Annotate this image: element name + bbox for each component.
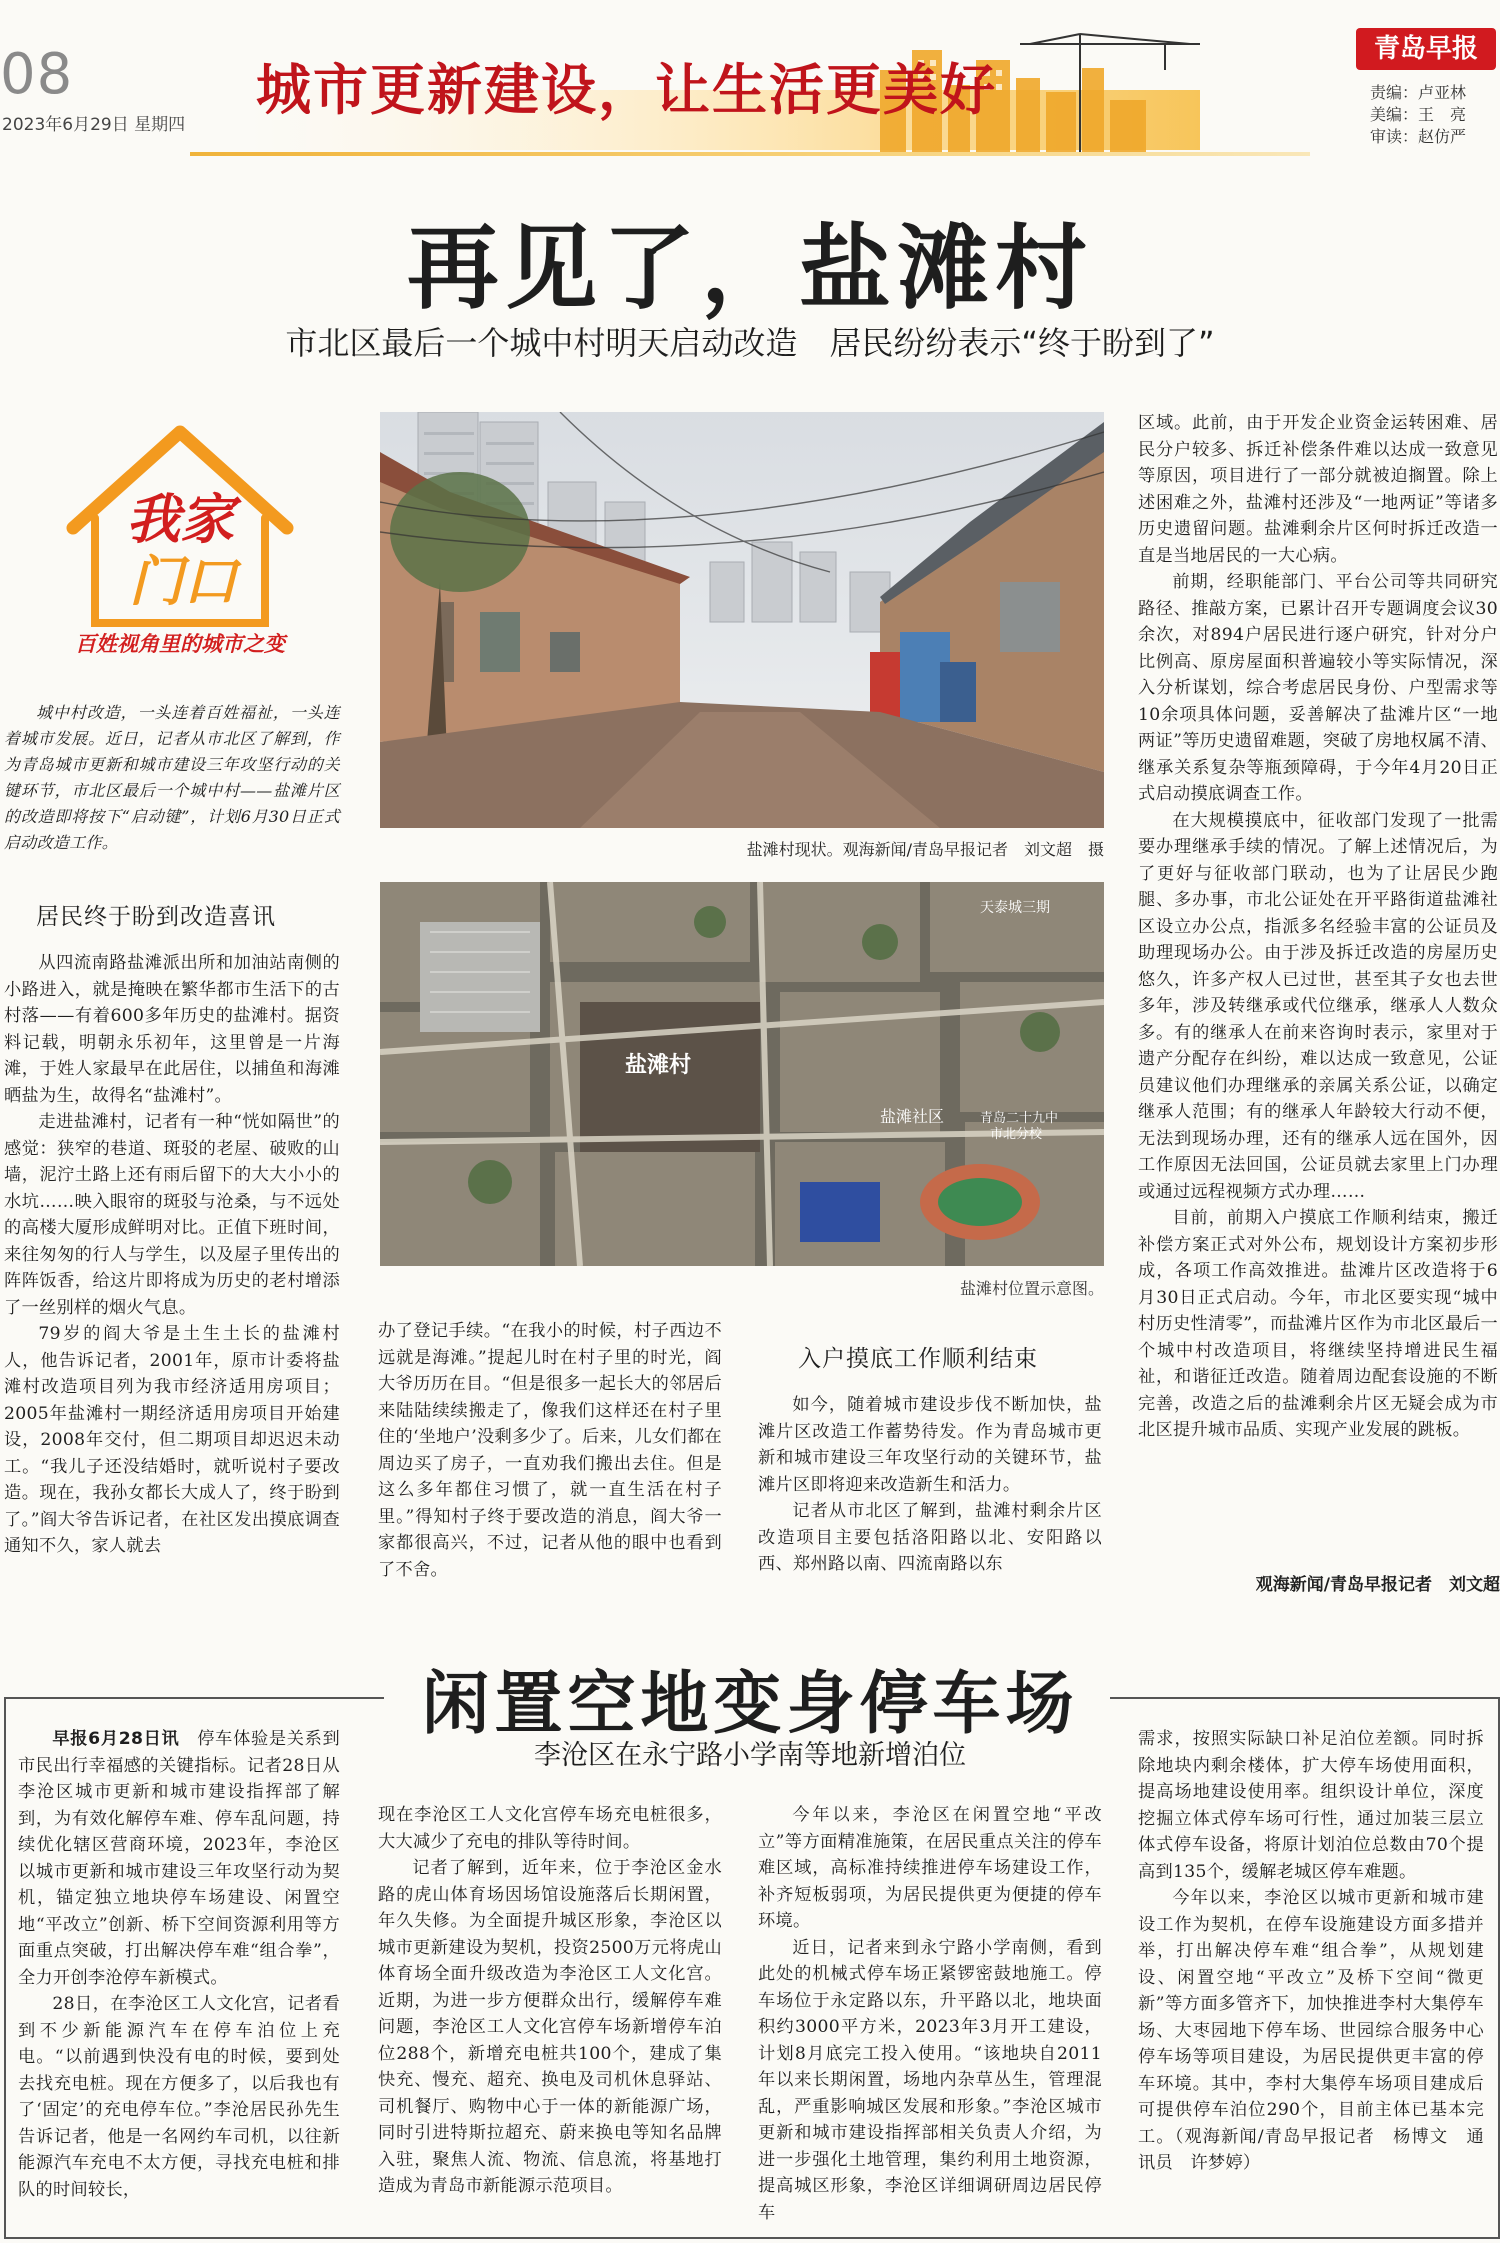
dateline: 早报6月28日讯 [52, 1729, 180, 1749]
paragraph: 区域。此前，由于开发企业资金运转困难、居民分户较多、拆迁补偿条件难以达成一致意见等原因，项目进行了一部分就被迫搁置。除上述困难之外，盐滩村还涉及“一地两证”等诸多历史遗留问题。盐滩剩余片区何时拆迁改造一直是当地居民的一大心病。 [1138, 413, 1498, 566]
paragraph: 记者从市北区了解到，盐滩村剩余片区改造项目主要包括洛阳路以北、安阳路以西、郑州路以南、四流南路以东 [758, 1501, 1102, 1574]
paragraph: 前期，经职能部门、平台公司等共同研究路径、推敲方案，已累计召开专题调度会议30余次，对894户居民进行逐户研究，针对分户比例高、原房屋面积普遍较小等实际情况，深入分析谋划，综合考虑居民身份、户型需求等10余项具体问题，妥善解决了盐滩片区“一地两证”等历史遗留难题，突破了房地权属不清、继承关系复杂等瓶颈障碍，于今年4月20日正式启动摸底调查工作。 [1138, 572, 1498, 804]
article2-subheadline: 李沧区在永宁路小学南等地新增泊位 [534, 1740, 966, 1771]
section2-title: 入户摸底工作顺利结束 [798, 1346, 1038, 1372]
article1-column-1 [4, 950, 340, 1560]
issue-date: 2023年6月29日 星期四 [2, 115, 186, 135]
staff-editor: 责编：卢亚林 [1370, 83, 1467, 102]
article1-column-2 [378, 1318, 722, 1583]
article1-column-4 [1138, 410, 1498, 1444]
section1-title: 居民终于盼到改造喜讯 [36, 904, 276, 930]
page-number: 08 [0, 42, 74, 107]
article1-column-3 [758, 1392, 1102, 1578]
map-label-village: 盐滩村 [625, 1053, 692, 1078]
paragraph: 今年以来，李沧区在闲置空地“平改立”等方面精准施策，在居民重点关注的停车难区域，高标准持续推进停车场建设工作，补齐短板弱项，为居民提供更为便捷的停车环境。 [758, 1805, 1102, 1931]
article2-column-2 [378, 1802, 722, 2200]
svg-text:我家: 我家 [126, 488, 234, 551]
staff-reviewer: 审读：赵仿严 [1370, 127, 1467, 146]
house-logo-icon [55, 418, 305, 638]
lead-paragraph: 城中村改造，一头连着百姓福祉，一头连着城市发展。近日，记者从市北区了解到，作为青岛城市更新和城市建设三年攻坚行动的关键环节，市北区最后一个城中村——盐滩片区的改造即将按下“启动键”，计划6月30日正式启动改造工作。 [4, 703, 340, 852]
article1-lead [4, 700, 340, 856]
paragraph: 走进盐滩村，记者有一种“恍如隔世”的感觉：狭窄的巷道、斑驳的老屋、破败的山墙，泥泞土路上还有雨后留下的大大小小的水坑……映入眼帘的斑驳与沧桑，与不远处的高楼大厦形成鲜明对比。正值下班时间，来往匆匆的行人与学生，以及屋子里传出的阵阵饭香，给这片即将成为历史的老村增添了一丝别样的烟火气息。 [4, 1112, 340, 1318]
article2-headline: 闲置空地变身停车场 [421, 1665, 1079, 1744]
paragraph: 今年以来，李沧区以城市更新和城市建设工作为契机，在停车设施建设方面多措并举，打出解决停车难“组合拳”，从规划建设、闲置空地“平改立”及桥下空间“微更新”等方面多管齐下，加快推进李村大集停车场、大枣园地下停车场、世园综合服务中心停车场等项目建设，为居民提供更丰富的停车环境。其中，李村大集停车场项目建成后可提供停车泊位290个，目前主体已基本完工。（观海新闻/青岛早报记者 杨博文 通讯员 许梦婷） [1138, 1888, 1484, 2173]
article1-headline: 再见了，盐滩村 [406, 215, 1093, 322]
article1-subheadline: 市北区最后一个城中村明天启动改造 居民纷纷表示“终于盼到了” [285, 324, 1215, 362]
paragraph: 28日，在李沧区工人文化宫，记者看到不少新能源汽车在停车泊位上充电。“以前遇到快没有电的时候，要到处去找充电桩。现在方便多了，以后我也有了‘固定’的充电停车位。”李沧居民孙先生告诉记者，他是一名网约车司机，以往新能源汽车充电不太方便，寻找充电桩和排队的时间较长， [18, 1994, 340, 2200]
article1-byline: 观海新闻/青岛早报记者 刘文超 [1255, 1575, 1500, 1595]
map-label-school-branch: 市北分校 [990, 1127, 1043, 1142]
map-label-school: 青岛二十九中 [980, 1111, 1059, 1126]
svg-text:门口: 门口 [129, 550, 237, 613]
photo2-caption: 盐滩村位置示意图。 [959, 1279, 1104, 1298]
paragraph: 近日，记者来到永宁路小学南侧，看到此处的机械式停车场正紧锣密鼓地施工。停车场位于永定路以东，升平路以北，地块面积约3000平方米，2023年3月开工建设，计划8月底完工投入使用。“该地块自2011年以来长期闲置，场地内杂草丛生，管理混乱，严重影响城区发展和形象。”李沧区城市更新和城市建设指挥部相关负责人介绍，为进一步强化土地管理，集约利用土地资源，提高城区形象，李沧区详细调研周边居民停车 [758, 1937, 1102, 2223]
paragraph: 在大规模摸底中，征收部门发现了一批需要办理继承手续的情况。了解上述情况后，为了更好与征收部门联动，也为了让居民少跑腿、多办事，市北公证处在开平路街道盐滩社区设立办公点，指派多名经验丰富的公证员及助理现场办公。由于涉及拆迁改造的房屋历史悠久，许多产权人已过世，甚至其子女也去世多年，涉及转继承或代位继承，继承人人数众多。有的继承人在前来咨询时表示，家里对于遗产分配存在纠纷，难以达成一致意见，公证员建议他们办理继承的亲属关系公证，以确定继承人范围；有的继承人年龄较大行动不便，无法到现场办理，还有的继承人远在国外，因工作原因无法回国，公证员就去家里上门办理或通过远程视频方式办理…… [1138, 810, 1498, 1202]
map-label-residence: 天泰城三期 [980, 900, 1050, 916]
village-photo [380, 412, 1104, 828]
paragraph: 现在李沧区工人文化宫停车场充电桩很多，大大减少了充电的排队等待时间。 [378, 1805, 722, 1852]
paragraph-text: 停车体验是关系到市民出行幸福感的关键指标。记者28日从李沧区城市更新和城市建设指挥部了解到，为有效化解停车难、停车乱问题，持续优化辖区营商环境，2023年，李沧区以城市更新和城市建设三年攻坚行动为契机，锚定独立地块停车场建设、闲置空地“平改立”创新、桥下空间资源利用等方面重点突破，打出解决停车难“组合拳”，全力开创李沧停车新模式。 [18, 1729, 340, 1988]
banner-rule [190, 152, 1310, 156]
staff-designer: 美编：王 亮 [1370, 105, 1467, 124]
paragraph: 办了登记手续。“在我小的时候，村子西边不远就是海滩。”提起儿时在村子里的时光，阎大爷历历在目。“但是很多一起长大的邻居后来陆陆续续搬走了，像我们这样还在村子里住的‘坐地户’没剩多少了。后来，儿女们都在周边买了房子，一直劝我们搬出去住。但是这么多年都住习惯了，就一直生活在村子里。”得知村子终于要改造的消息，阎大爷一家都很高兴，不过，记者从他的眼中也看到了不舍。 [378, 1321, 722, 1580]
paragraph: 需求，按照实际缺口补足泊位差额。同时拆除地块内剩余楼体，扩大停车场使用面积，提高场地建设使用率。组织设计单位，深度挖掘立体式停车场可行性，通过加装三层立体式停车设备，将原计划泊位总数由70个提高到135个，缓解老城区停车难题。 [1138, 1729, 1484, 1882]
paragraph: 从四流南路盐滩派出所和加油站南侧的小路进入，就是掩映在繁华都市生活下的古村落——有着600多年历史的盐滩村。据资料记载，明朝永乐初年，这里曾是一片海滩，于姓人家最早在此居住，以捕鱼和海滩晒盐为生，故得名“盐滩村”。 [4, 953, 340, 1106]
paragraph [18, 1726, 340, 1991]
article2-column-1 [18, 1726, 340, 2203]
article2-column-4 [1138, 1726, 1484, 2177]
paragraph: 如今，随着城市建设步伐不断加快，盐滩片区改造工作蓄势待发。作为青岛城市更新和城市建设三年攻坚行动的关键环节，盐滩片区即将迎来改造新生和活力。 [758, 1395, 1102, 1495]
banner-title: 城市更新建设，让生活更美好 [256, 57, 998, 122]
paragraph: 记者了解到，近年来，位于李沧区金水路的虎山体育场因场馆设施落后长期闲置，年久失修。为全面提升城区形象，李沧区以城市更新建设为契机，投资2500万元将虎山体育场全面升级改造为李沧区工人文化宫。近期，为进一步方便群众出行，缓解停车难问题，李沧区工人文化宫停车场新增停车泊位288个，新增充电桩共100个，建成了集快充、慢充、超充、换电及司机休息驿站、司机餐厅、购物中心于一体的新能源广场，同时引进特斯拉超充、蔚来换电等知名品牌入驻，聚焦人流、物流、信息流，将基地打造成为青岛市新能源示范项目。 [378, 1858, 722, 2196]
paragraph: 目前，前期入户摸底工作顺利结束，搬迁补偿方案正式对外公布，规划设计方案初步形成，各项工作高效推进。盐滩片区改造将于6月30日正式启动。今年，市北区要实现“城中村历史性清零”，而盐滩片区作为市北区最后一个城中村改造项目，将继续坚持增进民生福祉，和谐征迁改造。随着周边配套设施的不断完善，改造之后的盐滩剩余片区无疑会成为市北区提升城市品质、实现产业发展的跳板。 [1138, 1208, 1498, 1440]
map-label-community: 盐滩社区 [880, 1107, 945, 1126]
paragraph: 79岁的阎大爷是土生土长的盐滩村人，他告诉记者，2001年，原市计委将盐滩村改造项目列为我市经济适用房项目；2005年盐滩村一期经济适用房项目开始建设，2008年交付，但二期项目却迟迟未动工。“我儿子还没结婚时，就听说村子要改造。现在，我孙女都长大成人了，终于盼到了。”阎大爷告诉记者，在社区发出摸底调查通知不久，家人就去 [4, 1324, 340, 1556]
newspaper-logo: 青岛早报 [1356, 28, 1496, 70]
photo1-caption: 盐滩村现状。观海新闻/青岛早报记者 刘文超 摄 [746, 840, 1104, 859]
article2-column-3 [758, 1802, 1102, 2226]
location-map [380, 882, 1104, 1266]
column-tagline: 百姓视角里的城市之变 [75, 632, 285, 656]
